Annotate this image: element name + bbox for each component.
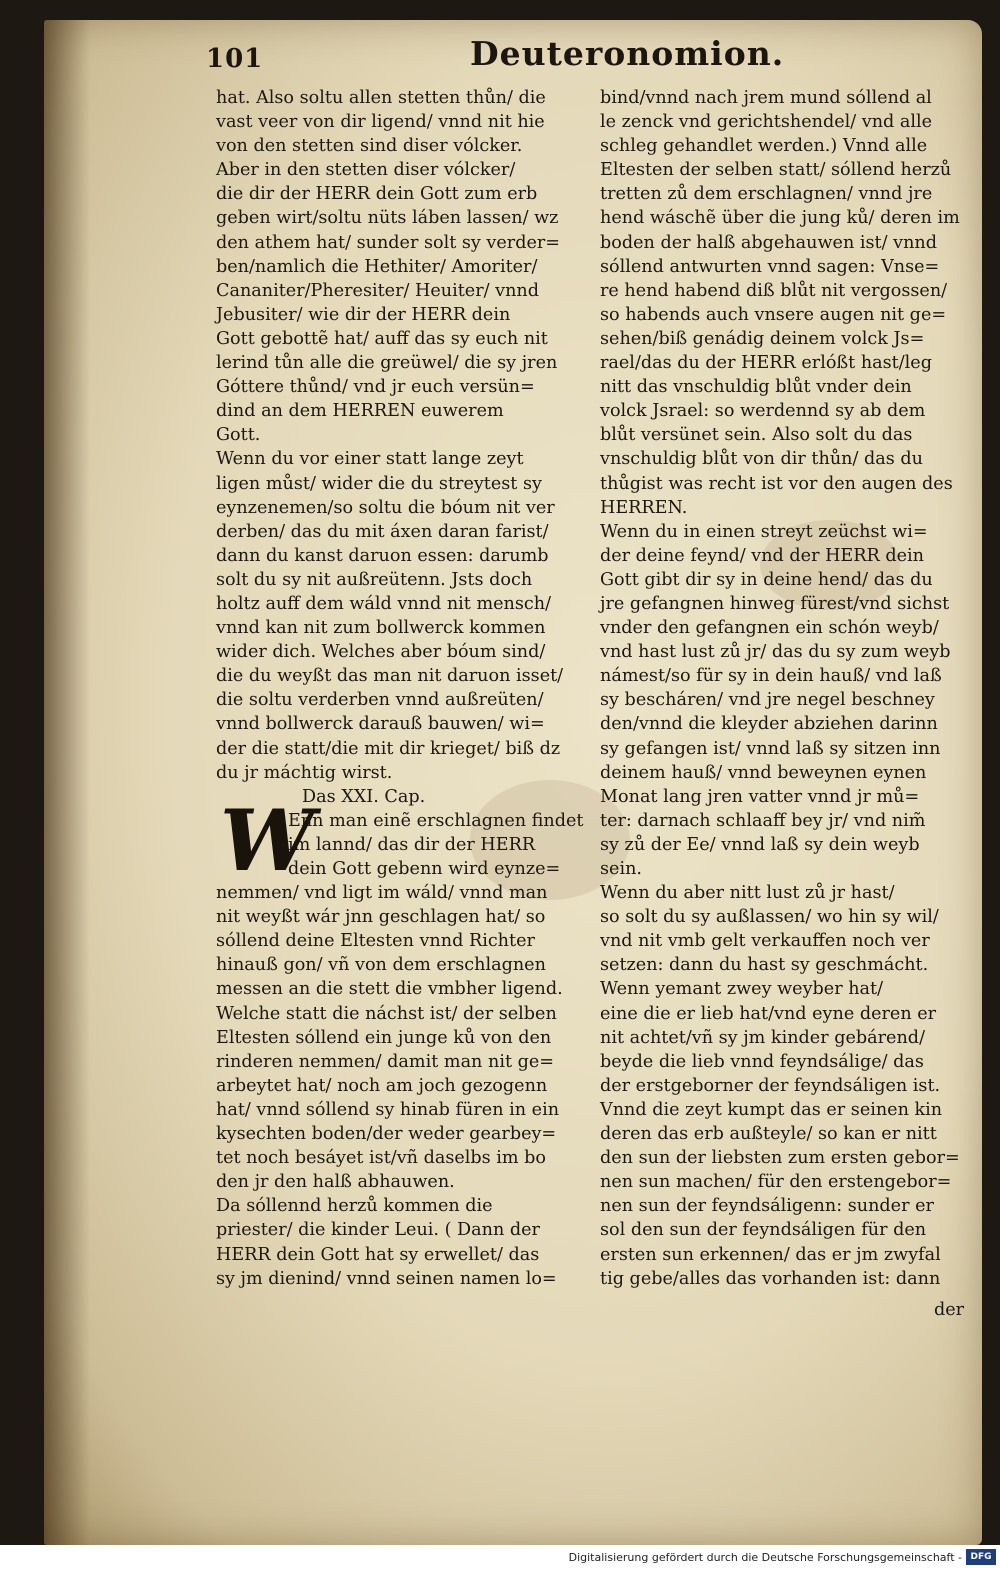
text-line: thůgist was recht ist vor den augen des	[600, 473, 953, 494]
text-line: priester/ die kinder Leui. ( Dann der	[216, 1220, 540, 1241]
text-line: nit weyßt wár jnn geschlagen hat/ so	[216, 907, 546, 928]
text-line: Gott gebottẽ hat/ auff das sy euch nit	[216, 328, 548, 349]
left-text-column	[216, 86, 592, 1291]
text-line: nen sun machen/ für den erstengebor=	[600, 1172, 952, 1193]
text-line: HERREN.	[600, 497, 688, 518]
text-line: Welche statt die náchst ist/ der selben	[216, 1003, 557, 1024]
text-line: vnnd bollwerck darauß bauwen/ wi=	[216, 714, 545, 735]
text-line: HERR dein Gott hat sy erwellet/ das	[216, 1244, 540, 1265]
text-line: boden der halß abgehauwen ist/ vnnd	[600, 232, 938, 253]
text-line: Wenn du vor einer statt lange zeyt	[216, 449, 524, 470]
text-line: sóllend deine Eltesten vnnd Richter	[216, 931, 535, 952]
drop-cap-initial: W	[220, 791, 315, 890]
text-line: hat/ vnnd sóllend sy hinab füren in ein	[216, 1099, 560, 1120]
text-line: vnd nit vmb gelt verkauffen noch ver	[600, 931, 930, 952]
text-line: sy jm dienind/ vnnd seinen namen lo=	[216, 1268, 557, 1289]
catchword: der	[934, 1300, 965, 1320]
text-line: hend wáschẽ über die jung ků/ deren im	[600, 208, 960, 229]
text-line: nemmen/ vnd ligt im wáld/ vnnd man	[216, 883, 548, 904]
text-line: blůt versünet sein. Also solt du das	[600, 425, 913, 446]
text-line: dein Gott gebenn wird eynze=	[288, 859, 561, 879]
text-line: du jr máchtig wirst.	[216, 762, 393, 783]
text-line: eynzenemen/so soltu die bóum nit ver	[216, 497, 555, 518]
text-line: le zenck vnd gerichtshendel/ vnd alle	[600, 112, 933, 133]
text-line: Vnnd die zeyt kumpt das er seinen kin	[600, 1099, 943, 1120]
text-line: so habends auch vnsere augen nit ge=	[600, 304, 947, 325]
text-line: jre gefangnen hinweg fürest/vnd sichst	[600, 593, 950, 614]
text-line: vnd hast lust zů jr/ das du sy zum weyb	[600, 642, 951, 663]
text-line: Eltesten der selben statt/ sóllend herzů	[600, 160, 952, 181]
text-line: Wenn du aber nitt lust zů jr hast/	[600, 883, 895, 904]
text-line: hinauß gon/ vñ von dem erschlagnen	[216, 955, 546, 976]
text-line: hat. Also soltu allen stetten thůn/ die	[216, 88, 546, 108]
text-line: nit achtet/vñ sy jm kinder gebárend/	[600, 1027, 925, 1048]
text-line: dann du kanst daruon essen: darumb	[216, 545, 549, 566]
text-line: arbeytet hat/ noch am joch gezogenn	[216, 1075, 548, 1096]
text-line: Wenn du in einen streyt zeüchst wi=	[600, 521, 928, 542]
text-line: den sun der liebsten zum ersten gebor=	[600, 1148, 960, 1169]
text-line: Gott.	[216, 425, 261, 446]
text-line: ter: darnach schlaaff bey jr/ vnd nim̃	[600, 810, 926, 831]
text-line: lerind tůn alle die greüwel/ die sy jren	[216, 353, 558, 374]
text-line: setzen: dann du hast sy geschmácht.	[600, 955, 929, 976]
digitization-footer	[0, 1545, 1000, 1571]
text-line: Wenn yemant zwey weyber hat/	[600, 979, 884, 1000]
text-line: der deine feynd/ vnd der HERR dein	[600, 545, 924, 566]
text-line: sy gefangen ist/ vnnd laß sy sitzen inn	[600, 738, 941, 759]
text-line: ben/namlich die Hethiter/ Amoriter/	[216, 256, 538, 277]
text-line: bind/vnnd nach jrem mund sóllend al	[600, 88, 932, 108]
text-line: Eltesten sóllend ein junge ků von den	[216, 1027, 552, 1048]
text-line: sol den sun der feyndsáligen für den	[600, 1220, 927, 1241]
text-line: sy bescháren/ vnd jre negel beschney	[600, 690, 935, 711]
text-line: geben wirt/soltu nüts láben lassen/ wz	[216, 208, 559, 229]
text-line: derben/ das du mit áxen daran farist/	[216, 521, 549, 542]
text-line: tretten zů dem erschlagnen/ vnnd jre	[600, 184, 933, 205]
right-text-column	[600, 86, 972, 1291]
text-line: den athem hat/ sunder solt sy verder=	[216, 232, 561, 253]
text-line: der erstgeborner der feyndsáligen ist.	[600, 1075, 941, 1096]
text-line: dind an dem HERREN euwerem	[216, 401, 504, 422]
text-line: ligen můst/ wider die du streytest sy	[216, 473, 542, 494]
text-line: nen sun der feyndsáligenn: sunder er	[600, 1196, 934, 1217]
text-line: die soltu verderben vnnd außreüten/	[216, 690, 544, 711]
text-line: beyde die lieb vnnd feyndsálige/ das	[600, 1051, 924, 1072]
text-line: Góttere thůnd/ vnd jr euch versün=	[216, 377, 535, 398]
dfg-logo: DFG	[966, 1549, 996, 1565]
text-line: vnschuldig blůt von dir thůn/ das du	[600, 449, 923, 470]
text-line: Jebusiter/ wie dir der HERR dein	[216, 304, 511, 325]
text-line: rinderen nemmen/ damit man nit ge=	[216, 1051, 555, 1072]
text-line: námest/so für sy in dein hauß/ vnd laß	[600, 666, 942, 687]
running-title: Deuteronomion.	[470, 34, 785, 73]
text-line: die du weyßt das man nit daruon isset/	[216, 666, 564, 687]
text-line: deinem hauß/ vnnd beweynen eynen	[600, 762, 927, 783]
text-line: sóllend antwurten vnnd sagen: Vnse=	[600, 256, 940, 277]
text-line: volck Jsrael: so werdennd sy ab dem	[600, 401, 926, 422]
text-line: den jr den halß abhauwen.	[216, 1172, 455, 1193]
text-line: eine die er lieb hat/vnd eyne deren er	[600, 1003, 937, 1024]
text-line: deren das erb außteyle/ so kan er nitt	[600, 1124, 937, 1145]
text-line: Enn man einẽ erschlagnen findet	[288, 810, 584, 831]
text-line: so solt du sy außlassen/ wo hin sy wil/	[600, 907, 939, 928]
text-line: im lannd/ das dir der HERR	[288, 834, 536, 855]
text-line: Aber in den stetten diser vólcker/	[216, 160, 516, 181]
text-line: Monat lang jren vatter vnnd jr mů=	[600, 786, 920, 807]
text-line: solt du sy nit außreütenn. Jsts doch	[216, 569, 533, 590]
text-line: tet noch besáyet ist/vñ daselbs im bo	[216, 1148, 547, 1169]
text-line: vnder den gefangnen ein schón weyb/	[600, 618, 939, 639]
text-line: messen an die stett die vmbher ligend.	[216, 979, 563, 1000]
text-line: der die statt/die mit dir krieget/ biß dz	[216, 738, 561, 759]
text-line: die dir der HERR dein Gott zum erb	[216, 184, 538, 205]
text-line: rael/das du der HERR erlóßt hast/leg	[600, 353, 932, 374]
text-line: kysechten boden/der weder gearbey=	[216, 1124, 557, 1145]
text-line: Da sóllennd herzů kommen die	[216, 1196, 493, 1217]
page-gutter-shadow	[44, 20, 90, 1545]
text-line: vnnd kan nit zum bollwerck kommen	[216, 618, 546, 639]
chapter-heading: Das XXI. Cap.	[302, 786, 426, 807]
text-line: schleg gehandlet werden.) Vnnd alle	[600, 136, 928, 157]
text-line: Cananiter/Pheresiter/ Heuiter/ vnnd	[216, 280, 540, 301]
text-line: sehen/biß genádig deinem volck Js=	[600, 328, 925, 349]
text-line: tig gebe/alles das vorhanden ist: dann	[600, 1268, 941, 1289]
page-number: 101	[206, 44, 264, 74]
footer-credit: Digitalisierung gefördert durch die Deutsche Forschungsgemeinschaft -	[568, 1551, 962, 1564]
text-line: vast veer von dir ligend/ vnnd nit hie	[216, 112, 545, 133]
text-line: von den stetten sind diser vólcker.	[216, 136, 523, 157]
text-line: ersten sun erkennen/ das er jm zwyfal	[600, 1244, 941, 1265]
text-line: wider dich. Welches aber bóum sind/	[216, 642, 546, 663]
text-line: re hend habend diß blůt nit vergossen/	[600, 280, 948, 301]
text-line: nitt das vnschuldig blůt vnder dein	[600, 377, 912, 398]
text-line: sein.	[600, 859, 642, 879]
text-line: den/vnnd die kleyder abziehen darinn	[600, 714, 938, 735]
text-line: Gott gibt dir sy in deine hend/ das du	[600, 569, 933, 590]
text-line: holtz auff dem wáld vnnd nit mensch/	[216, 593, 552, 614]
text-line: sy zů der Ee/ vnnd laß sy dein weyb	[600, 834, 920, 855]
